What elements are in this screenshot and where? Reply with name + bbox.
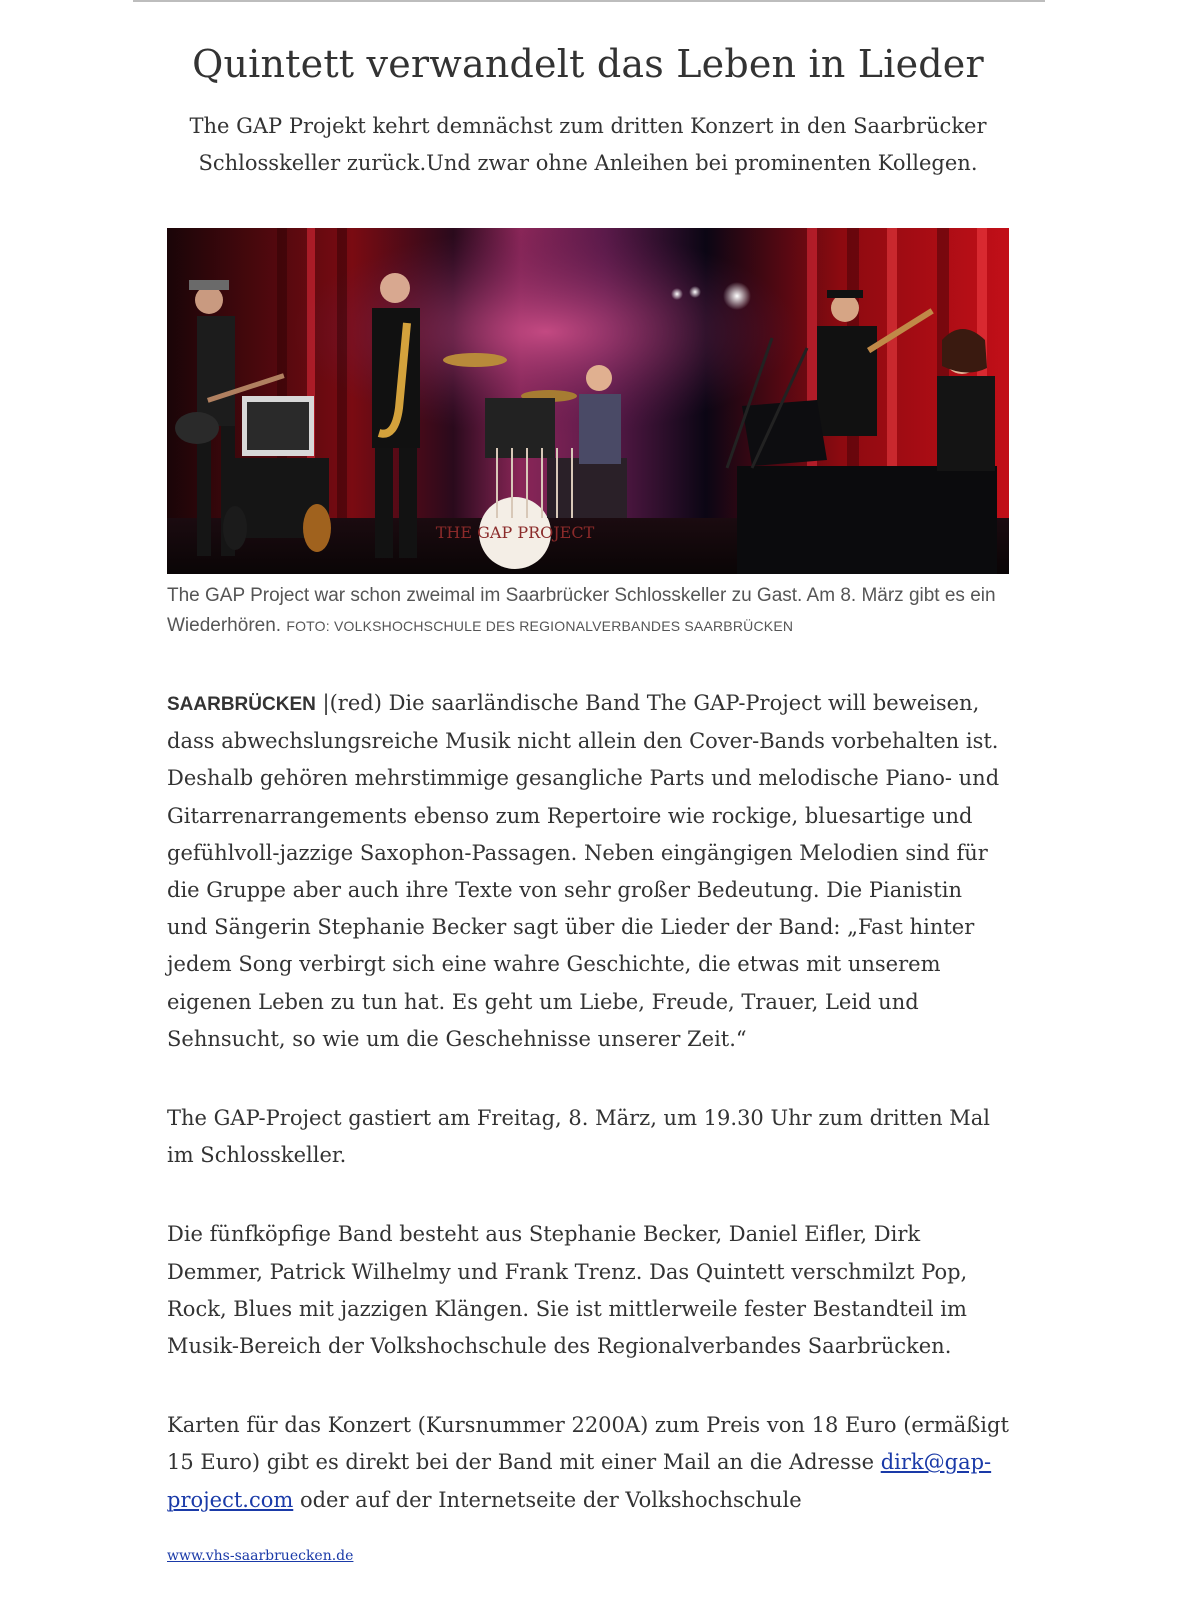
paragraph-4-text-after: oder auf der Internetseite der Volkshochschule xyxy=(293,1487,802,1512)
dateline-separator: | xyxy=(322,691,330,715)
drum-head-text: THE GAP PROJECT xyxy=(435,523,595,542)
paragraph-4-text-before: Karten für das Konzert (Kursnummer 2200A) zum Preis von 18 Euro (ermäßigt 15 Euro) gibt es direkt bei der Band mit einer Mail an die Adresse xyxy=(167,1413,1009,1475)
paragraph-1 xyxy=(167,685,1009,1058)
article xyxy=(167,36,1009,1561)
top-divider xyxy=(133,0,1045,2)
email-link[interactable]: dirk@gap-project.com xyxy=(167,1450,992,1512)
photo-credit: FOTO: VOLKSHOCHSCHULE DES REGIONALVERBANDES SAARBRÜCKEN xyxy=(286,618,794,634)
dateline: SAARBRÜCKEN xyxy=(167,694,316,715)
article-figure xyxy=(167,228,1009,641)
caption-text: The GAP Project war schon zweimal im Saarbrücker Schlosskeller zu Gast. Am 8. März gibt es ein Wiederhören. xyxy=(167,585,996,636)
article-body xyxy=(167,685,1009,1519)
paragraph-1-text: (red) Die saarländische Band The GAP-Project will beweisen, dass abwechslungsreiche Musik nicht allein den Cover-Bands vorbehalten ist. Deshalb gehören mehrstimmige gesangliche Parts und melodische Piano- und Gitarrenarrangements ebenso zum Repertoire wie rockige, bluesartige und gefühlvoll-jazzige Saxophon-Passagen. Neben eingängigen Melodien sind für die Gruppe aber auch ihre Texte von sehr großer Bedeutung. Die Pianistin und Sängerin Stephanie Becker sagt über die Lieder der Band: „Fast hinter jedem Song verbirgt sich eine wahre Geschichte, die etwas mit unserem eigenen Leben zu tun hat. Es geht um Liebe, Freude, Trauer, Leid und Sehnsucht, so wie um die Geschehnisse unserer Zeit.“ xyxy=(167,691,1000,1051)
paragraph-4 xyxy=(167,1407,1009,1519)
photo-caption xyxy=(167,581,1009,641)
article-headline: Quintett verwandelt das Leben in Lieder xyxy=(192,42,984,86)
paragraph-2: The GAP-Project gastiert am Freitag, 8. März, um 19.30 Uhr zum dritten Mal im Schlosskeller. xyxy=(167,1106,991,1168)
vhs-website-link[interactable]: www.vhs-saarbruecken.de xyxy=(167,1548,354,1564)
band-photo[interactable] xyxy=(167,228,1009,574)
article-subheadline: The GAP Projekt kehrt demnächst zum dritten Konzert in den Saarbrücker Schlosskeller zurück.Und zwar ohne Anleihen bei prominenten Kollegen. xyxy=(189,114,987,175)
paragraph-3: Die fünfköpfige Band besteht aus Stephanie Becker, Daniel Eifler, Dirk Demmer, Patrick Wilhelmy und Frank Trenz. Das Quintett verschmilzt Pop, Rock, Blues mit jazzigen Klängen. Sie ist mittlerweile fester Bestandteil im Musik-Bereich der Volkshochschule des Regionalverbandes Saarbrücken. xyxy=(167,1222,968,1359)
